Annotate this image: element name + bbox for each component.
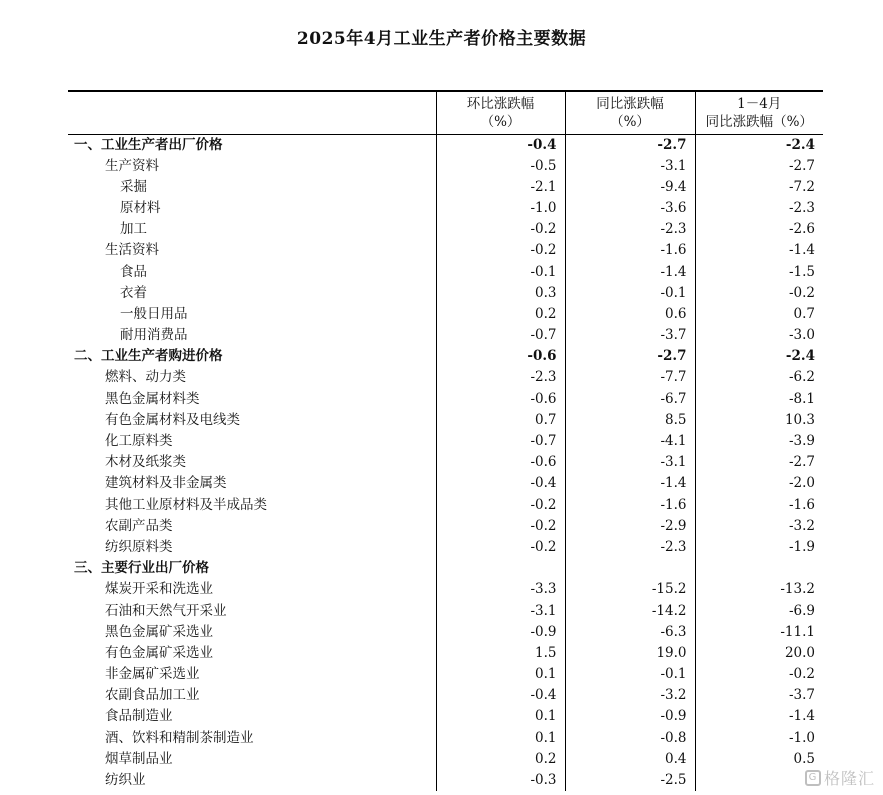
row-label: 生活资料 [105,242,159,259]
row-yoy-value: -15.2 [565,579,695,600]
row-mom-value: -0.2 [436,219,565,240]
table-row [68,219,823,240]
row-mom-value: -0.4 [436,134,565,156]
row-mom-value: -0.6 [436,346,565,367]
row-ytd-value: -7.2 [695,177,823,198]
row-label: 其他工业原材料及半成品类 [105,496,267,513]
table-row [68,346,823,367]
row-label: 化工原料类 [105,433,173,450]
row-yoy-value: -6.3 [565,622,695,643]
row-mom-value: -0.6 [436,389,565,410]
row-label: 采掘 [120,178,147,195]
row-mom-value: 0.7 [436,410,565,431]
row-label: 黑色金属矿采选业 [105,623,213,640]
row-mom-value: -0.2 [436,240,565,261]
row-label: 酒、饮料和精制茶制造业 [105,729,254,746]
row-label: 黑色金属材料类 [105,390,200,407]
row-mom-value: -0.7 [436,431,565,452]
table-row [68,156,823,177]
row-ytd-value: -0.2 [695,664,823,685]
row-yoy-value: -2.7 [565,134,695,156]
table-row [68,367,823,388]
row-ytd-value: -2.6 [695,219,823,240]
row-ytd-value: -2.3 [695,198,823,219]
header-ytd-line2: 同比涨跌幅（%） [705,114,813,130]
table-row [68,495,823,516]
header-mom [436,91,565,134]
row-mom-value: -0.2 [436,537,565,558]
ppi-data-table [68,90,823,791]
row-yoy-value: 0.6 [565,304,695,325]
row-ytd-value: -6.2 [695,367,823,388]
row-label: 建筑材料及非金属类 [105,475,227,492]
table-row [68,537,823,558]
row-ytd-value: -1.0 [695,728,823,749]
row-label: 一、工业生产者出厂价格 [74,136,223,153]
row-ytd-value: -1.4 [695,240,823,261]
table-row [68,516,823,537]
row-ytd-value: 0.5 [695,749,823,770]
row-yoy-value: 8.5 [565,410,695,431]
watermark-text: 格隆汇 [823,769,875,788]
row-yoy-value: -2.7 [565,346,695,367]
row-ytd-value: -3.0 [695,325,823,346]
row-ytd-value: -0.2 [695,283,823,304]
row-label: 非金属矿采选业 [105,666,200,683]
row-label: 三、主要行业出厂价格 [74,560,209,577]
row-mom-value: -2.1 [436,177,565,198]
row-label: 原材料 [120,199,161,216]
row-yoy-value: -14.2 [565,600,695,621]
row-mom-value: 1.5 [436,643,565,664]
row-ytd-value: -2.4 [695,346,823,367]
table-row [68,431,823,452]
row-label: 燃料、动力类 [105,369,186,386]
table-row [68,749,823,770]
row-mom-value: -1.0 [436,198,565,219]
row-yoy-value: -2.9 [565,516,695,537]
row-ytd-value: 20.0 [695,643,823,664]
row-yoy-value: 19.0 [565,643,695,664]
row-label: 木材及纸浆类 [105,454,186,471]
row-ytd-value [695,558,823,579]
row-yoy-value: -9.4 [565,177,695,198]
row-yoy-value: -7.7 [565,367,695,388]
row-mom-value: -0.2 [436,516,565,537]
row-ytd-value: -8.1 [695,389,823,410]
page-title: 2025年4月工业生产者价格主要数据 [296,29,587,49]
row-label: 衣着 [120,284,147,301]
row-ytd-value: -2.0 [695,473,823,494]
table-row [68,452,823,473]
row-yoy-value: -4.1 [565,431,695,452]
row-mom-value: -0.2 [436,495,565,516]
row-ytd-value [695,770,823,791]
row-label: 食品制造业 [105,708,173,725]
table-row [68,706,823,727]
row-mom-value: 0.2 [436,749,565,770]
table-row [68,770,823,791]
row-yoy-value: -2.5 [565,770,695,791]
row-ytd-value: -13.2 [695,579,823,600]
row-mom-value: 0.2 [436,304,565,325]
table-row [68,304,823,325]
row-mom-value: -0.4 [436,685,565,706]
row-mom-value: 0.1 [436,664,565,685]
row-ytd-value: -2.7 [695,156,823,177]
row-yoy-value: 0.4 [565,749,695,770]
row-label: 生产资料 [105,157,159,174]
row-ytd-value: -1.6 [695,495,823,516]
row-yoy-value: -2.3 [565,537,695,558]
row-label: 有色金属矿采选业 [105,644,213,661]
row-label: 加工 [120,221,147,238]
table-row [68,389,823,410]
table-row [68,579,823,600]
row-mom-value: -0.7 [436,325,565,346]
header-yoy [565,91,695,134]
row-yoy-value: -1.4 [565,261,695,282]
row-yoy-value: -0.1 [565,664,695,685]
watermark [805,766,875,789]
row-mom-value: -2.3 [436,367,565,388]
table-row [68,240,823,261]
table-row [68,728,823,749]
row-mom-value: -0.4 [436,473,565,494]
row-yoy-value: -6.7 [565,389,695,410]
table-row [68,410,823,431]
row-mom-value: -0.9 [436,622,565,643]
header-mom-line1: 环比涨跌幅 [466,96,535,112]
row-yoy-value: -0.9 [565,706,695,727]
table-row [68,198,823,219]
row-label: 石油和天然气开采业 [105,602,227,619]
header-mom-line2: （%） [480,114,521,130]
table-row [68,558,823,579]
row-label: 食品 [120,263,147,280]
table-row [68,283,823,304]
table-row [68,134,823,156]
row-ytd-value: -2.7 [695,452,823,473]
row-label: 二、工业生产者购进价格 [74,348,223,365]
table-row [68,643,823,664]
row-yoy-value: -3.1 [565,156,695,177]
table-row [68,473,823,494]
row-ytd-value: -1.4 [695,706,823,727]
table-row [68,261,823,282]
table-row [68,622,823,643]
row-yoy-value [565,558,695,579]
table-row [68,685,823,706]
row-mom-value: -0.1 [436,261,565,282]
table-row [68,664,823,685]
table-row [68,325,823,346]
row-label: 耐用消费品 [120,327,188,344]
row-ytd-value: -3.9 [695,431,823,452]
row-yoy-value: -3.7 [565,325,695,346]
row-ytd-value: 10.3 [695,410,823,431]
row-label: 纺织业 [105,772,146,789]
row-mom-value: 0.3 [436,283,565,304]
row-ytd-value: -1.9 [695,537,823,558]
header-ytd [695,91,823,134]
header-ytd-line1: 1－4月 [737,96,782,112]
row-yoy-value: -3.6 [565,198,695,219]
row-label: 农副食品加工业 [105,687,200,704]
table-header-row [68,91,823,134]
table-row [68,600,823,621]
row-mom-value: 0.1 [436,728,565,749]
row-label: 煤炭开采和洗选业 [105,581,213,598]
row-ytd-value: -1.5 [695,261,823,282]
table-row [68,177,823,198]
row-yoy-value: -2.3 [565,219,695,240]
row-yoy-value: -0.8 [565,728,695,749]
row-ytd-value: -11.1 [695,622,823,643]
row-mom-value: -0.3 [436,770,565,791]
header-yoy-line2: （%） [610,114,650,130]
table-body [68,134,823,791]
row-label: 纺织原料类 [105,538,173,555]
row-mom-value: -3.3 [436,579,565,600]
row-mom-value: -0.6 [436,452,565,473]
row-yoy-value: -0.1 [565,283,695,304]
row-ytd-value: -3.7 [695,685,823,706]
row-ytd-value: -6.9 [695,600,823,621]
row-mom-value: -0.5 [436,156,565,177]
row-mom-value: -3.1 [436,600,565,621]
row-yoy-value: -1.6 [565,240,695,261]
watermark-logo-icon: G [805,770,821,786]
row-yoy-value: -3.1 [565,452,695,473]
row-label: 农副产品类 [105,517,173,534]
row-yoy-value: -1.4 [565,473,695,494]
row-yoy-value: -1.6 [565,495,695,516]
row-label: 烟草制品业 [105,750,173,767]
header-blank-cell [68,91,436,134]
row-label: 一般日用品 [120,305,188,322]
row-ytd-value: -2.4 [695,134,823,156]
header-yoy-line1: 同比涨跌幅 [596,96,664,112]
row-label: 有色金属材料及电线类 [105,411,240,428]
row-ytd-value: 0.7 [695,304,823,325]
row-yoy-value: -3.2 [565,685,695,706]
row-ytd-value: -3.2 [695,516,823,537]
row-mom-value: 0.1 [436,706,565,727]
row-mom-value [436,558,565,579]
